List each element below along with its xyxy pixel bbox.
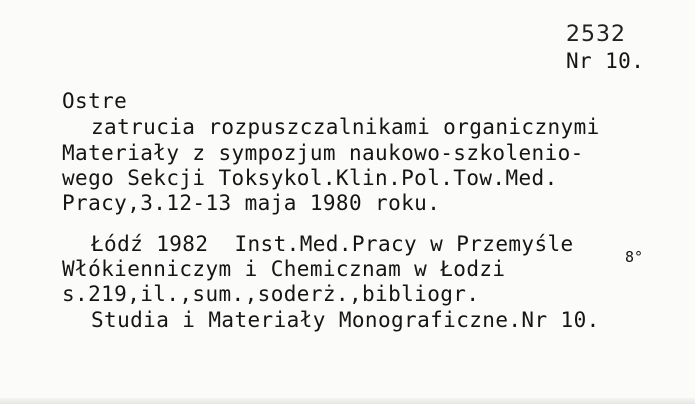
title-line: Materiały z sympozjum naukowo-szkolenio- <box>62 141 584 165</box>
publication-line: Włókienniczym i Chemicznam w Łodzi <box>62 257 506 281</box>
card-bottom-edge <box>0 398 695 404</box>
card-number: Nr 10. <box>566 49 645 73</box>
series-line: Studia i Materiały Monograficzne.Nr 10. <box>91 308 600 332</box>
publication-line: s.219,il.,sum.,soderż.,bibliogr. <box>62 282 480 306</box>
publication-line: Łódź 1982 Inst.Med.Pracy w Przemyśle <box>91 232 574 256</box>
title-line: Pracy,3.12-13 maja 1980 roku. <box>62 191 441 215</box>
title-line: wego Sekcji Toksykol.Klin.Pol.Tow.Med. <box>62 166 558 190</box>
title-line: zatrucia rozpuszczalnikami organicznymi <box>91 115 600 139</box>
format-mark: 8° <box>625 248 644 266</box>
heading-word: Ostre <box>62 89 128 113</box>
handwritten-number: 2532 <box>566 22 626 47</box>
